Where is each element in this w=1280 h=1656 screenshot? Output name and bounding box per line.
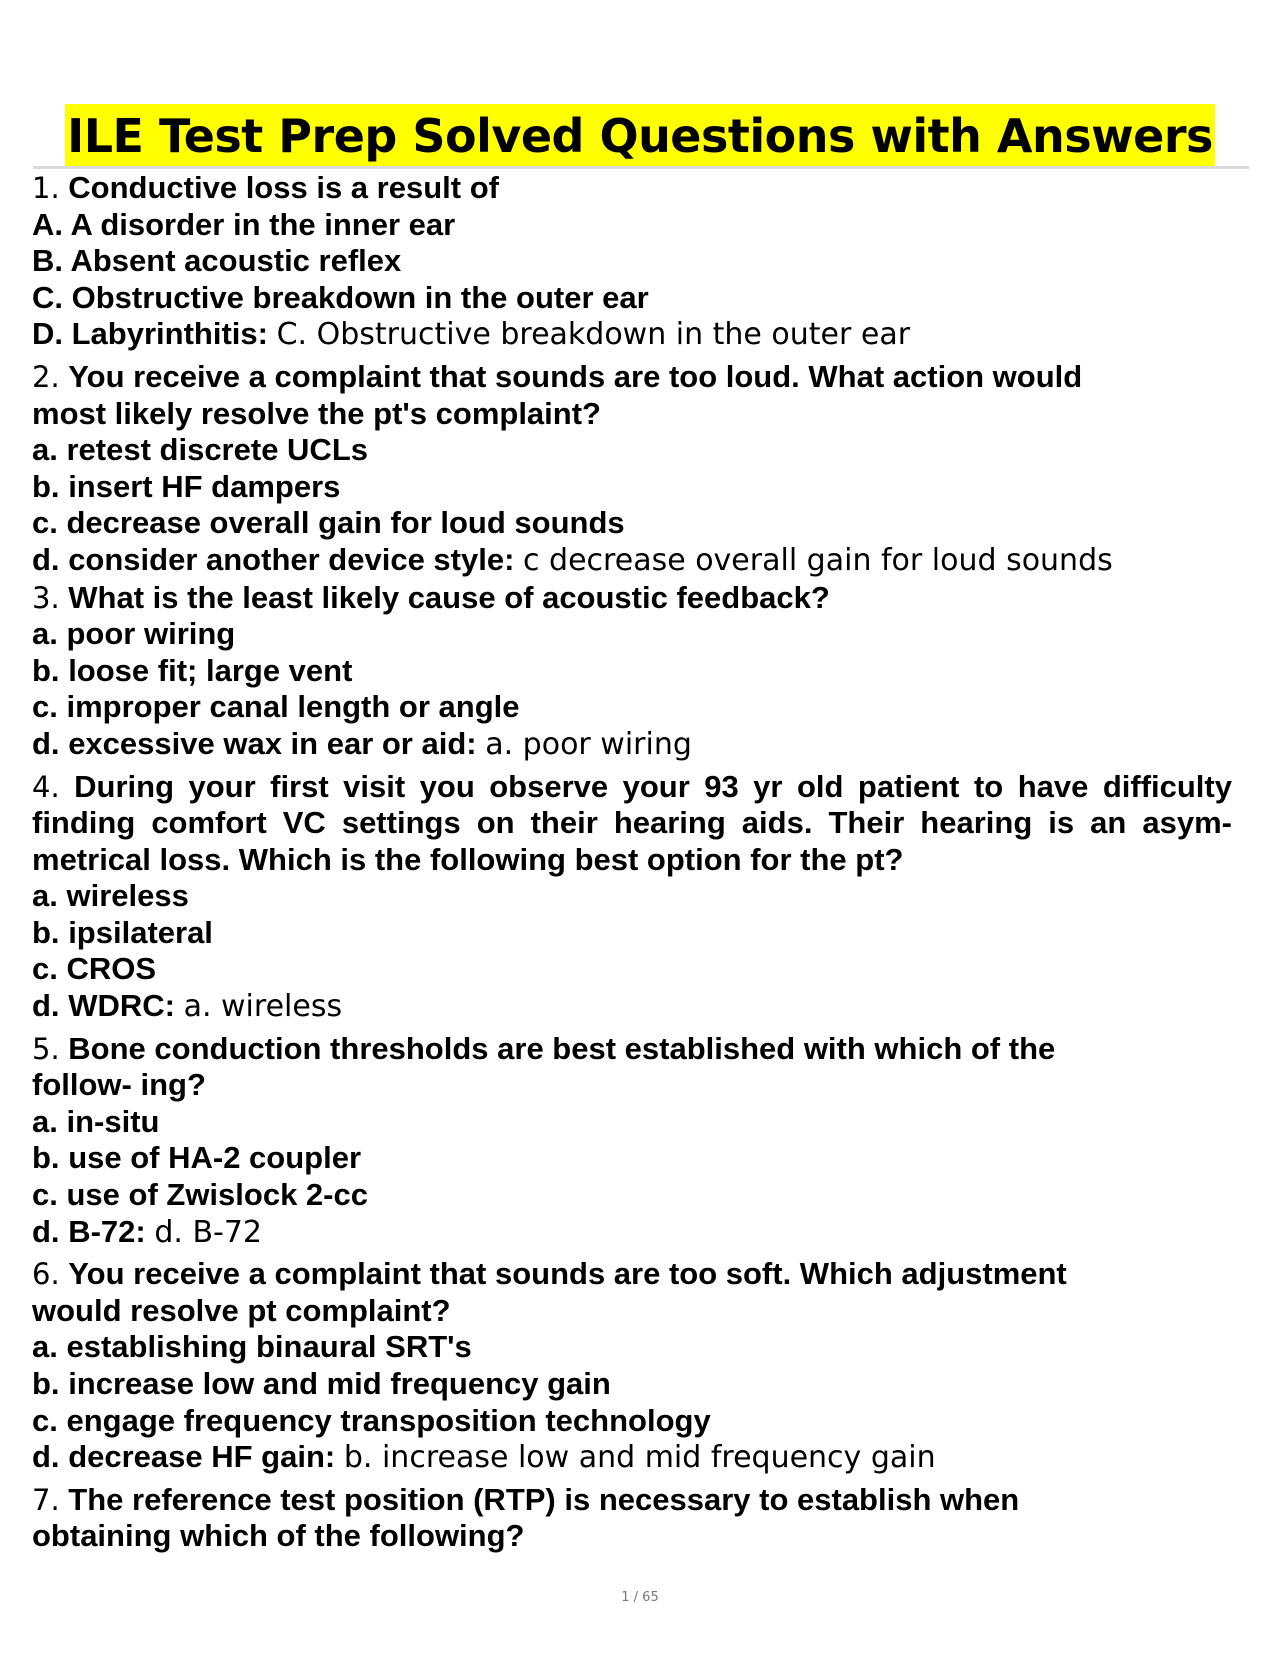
question-block-7 (32, 1482, 1232, 1555)
option-d-with-answer: d. decrease HF gain: b. increase low and mid frequency gain (32, 1439, 936, 1476)
document-body (32, 170, 1232, 1555)
question-block-2 (32, 359, 1232, 580)
answer-text: C. Obstructive breakdown in the outer ear (276, 317, 911, 353)
answer-text: b. increase low and mid frequency gain (343, 1440, 936, 1476)
title-container (0, 104, 1280, 168)
question-block-3 (32, 580, 1232, 764)
question-6-stem-cont: would resolve pt complaint? (32, 1292, 451, 1328)
option-a: a. poor wiring (32, 616, 236, 652)
option-d-with-answer: d. WDRC: a. wireless (32, 988, 343, 1025)
option-c: C. Obstructive breakdown in the outer ear (32, 279, 649, 315)
question-5-stem-cont: follow- ing? (32, 1067, 206, 1103)
answer-text: a. wireless (183, 989, 343, 1025)
option-b: b. ipsilateral (32, 914, 213, 950)
title-divider (33, 166, 1249, 169)
option-d-with-answer: d. excessive wax in ear or aid: a. poor wiring (32, 725, 692, 762)
answer-text: a. poor wiring (485, 726, 692, 762)
page-number: 1 / 65 (621, 1590, 659, 1605)
question-1-stem: 1. Conductive loss is a result of (32, 170, 499, 205)
option-c: c. CROS (32, 951, 157, 987)
option-b: b. loose fit; large vent (32, 652, 353, 688)
question-2-stem-cont: most likely resolve the pt's complaint? (32, 395, 601, 431)
option-a: a. retest discrete UCLs (32, 432, 368, 468)
answer-text: d. B-72 (154, 1214, 263, 1250)
question-block-1 (32, 170, 1232, 354)
question-7-stem: 7. The reference test position (RTP) is necessary to establish when (32, 1481, 1020, 1517)
question-block-6 (32, 1256, 1232, 1477)
option-b: b. use of HA-2 coupler (32, 1140, 362, 1176)
option-a: a. wireless (32, 878, 189, 914)
option-d-with-answer: D. Labyrinthitis: C. Obstructive breakdown in the outer ear (32, 316, 911, 353)
option-c: c. use of Zwislock 2-cc (32, 1177, 368, 1213)
question-2-stem: 2. You receive a complaint that sounds are too loud. What action would (32, 358, 1083, 394)
option-b: b. increase low and mid frequency gain (32, 1366, 611, 1401)
option-b: b. insert HF dampers (32, 468, 341, 504)
option-a: a. establishing binaural SRT's (32, 1329, 472, 1365)
question-4-stem: 4. During your first visit you observe your 93 yr old patient to have difficulty finding comfort VC settings on their hearing aids. Their hearing is an asym- metrical loss. Which is the following best option for the pt? (32, 768, 1232, 877)
option-b: B. Absent acoustic reflex (32, 243, 402, 279)
option-a: A. A disorder in the inner ear (32, 206, 456, 242)
page-title: ILE Test Prep Solved Questions with Answers (65, 104, 1215, 168)
question-block-5 (32, 1031, 1232, 1252)
question-3-stem: 3. What is the least likely cause of acoustic feedback? (32, 579, 830, 615)
question-7-stem-cont: obtaining which of the following? (32, 1518, 525, 1554)
option-c: c. improper canal length or angle (32, 689, 520, 725)
option-d-with-answer: d. B-72: d. B-72 (32, 1213, 263, 1250)
option-c: c. engage frequency transposition technology (32, 1402, 711, 1438)
option-d-with-answer: d. consider another device style: c decrease overall gain for loud sounds (32, 541, 1113, 578)
option-a: a. in-situ (32, 1103, 160, 1139)
question-6-stem: 6. You receive a complaint that sounds are too soft. Which adjustment (32, 1256, 1067, 1292)
question-5-stem: 5. Bone conduction thresholds are best established with which of the (32, 1030, 1056, 1066)
option-c: c. decrease overall gain for loud sounds (32, 505, 625, 541)
answer-text: c decrease overall gain for loud sounds (523, 542, 1113, 578)
question-block-4 (32, 769, 1232, 1026)
